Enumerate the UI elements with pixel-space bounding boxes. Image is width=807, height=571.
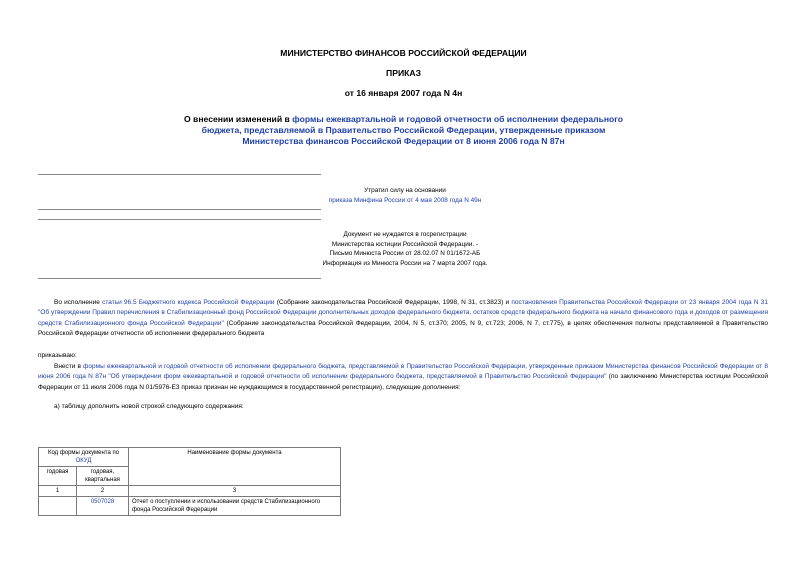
paragraph-amendment <box>38 362 768 393</box>
header-code-text: Код формы документа по <box>47 450 120 456</box>
registration-line-3: Письмо Минюста России от 28.02.07 N 01/1672-АБ <box>329 250 481 258</box>
document-title <box>180 114 627 147</box>
table-row <box>39 497 341 516</box>
column-number-1: 1 <box>39 486 77 497</box>
amendment-text-2: (по заключению Министерства юстиции Российской Федерации от 11 июля 2006 года N 01/5976-ЕЗ приказ признан не нуждающимся в государственной регистрации), следующие дополнения: <box>38 373 768 391</box>
ministry-heading: МИНИСТЕРСТВО ФИНАНСОВ РОССИЙСКОЙ ФЕДЕРАЦИИ <box>280 48 527 58</box>
header-code <box>39 448 129 467</box>
table-numbers-row <box>39 486 341 497</box>
column-number-2: 2 <box>77 486 129 497</box>
preamble-text-3: (Собрание законодательства Российской Федерации, 2004, N 5, ст.370; 2005, N 9, ст.723; 2006, N 7, ст.775), в целях обеспечения полноты представляемой в Правительство Российской Федерации отчетности об исполнении федерального бюджета <box>38 319 768 338</box>
divider <box>38 278 321 279</box>
document-date-number: от 16 января 2007 года N 4н <box>344 88 463 98</box>
forms-table <box>38 447 341 516</box>
government-resolution-link[interactable]: постановления Правительства Российской Федерации от 23 января 2004 года N 31 "Об утверждении Правил перечисления в Стабилизационный фонд Российской Федерации дополнительных доходов федерального бюджета, остатков средств федерального бюджета на начало финансового года и доходов от размещения средств Стабилизационного фонда Российской Федерации" <box>38 299 768 327</box>
header-form-name: Наименование формы документа <box>129 448 341 486</box>
registration-line-4: Информация из Минюста России на 7 марта 2007 года. <box>322 259 488 267</box>
registration-line-2: Министерства юстиции Российской Федерации. - <box>331 240 479 248</box>
budget-code-link[interactable]: статьи 96.5 Бюджетного кодекса Российской Федерации <box>102 299 275 306</box>
title-link[interactable]: формы ежеквартальной и годовой отчетности об исполнении федерального бюджета, представляемой в Правительство Российской Федерации, утвержденные приказом Министерства финансов Российской Федерации от 8 июня 2006 года N 87н <box>201 114 624 146</box>
cell-form-name: Отчет о поступлении и использовании средств Стабилизационного фонда Российской Федерации <box>129 497 341 516</box>
table-header-row <box>39 448 341 467</box>
cell-annual <box>39 497 77 516</box>
paragraph-preamble <box>38 298 768 340</box>
header-annual: годовая <box>39 467 77 486</box>
okud-link[interactable]: ОКУД <box>75 458 92 464</box>
lost-force-text: Утратил силу на основании <box>364 187 446 194</box>
divider <box>38 174 321 175</box>
lost-force-note <box>280 186 530 205</box>
preamble-text-2: (Собрание законодательства Российской Федерации, 1998, N 31, ст.3823) и <box>274 299 512 306</box>
lost-force-link[interactable]: приказа Минфина России от 4 мая 2008 года N 49н <box>328 196 482 204</box>
registration-line-1: Документ не нуждается в госрегистрации <box>343 231 467 238</box>
title-prefix: О внесении изменений в <box>183 114 293 124</box>
divider <box>38 209 321 210</box>
cell-code <box>77 497 129 516</box>
header-annual-quarterly: годовая, квартальная <box>77 467 129 486</box>
registration-note <box>280 230 530 268</box>
orders-word: приказываю: <box>38 352 77 359</box>
document-type: ПРИКАЗ <box>386 68 421 78</box>
column-number-3: 3 <box>129 486 341 497</box>
forms-link[interactable]: формы ежеквартальной и годовой отчетности об исполнении федерального бюджета, представляемой в Правительство Российской Федерации, утвержденные приказом Министерства финансов Российской Федерации от 8 июня 2006 года N 87н "Об утверждении форм ежеквартальной и годовой отчетности об исполнении федерального бюджета, представляемой в Правительство Российской Федерации" <box>38 363 768 381</box>
amendment-text-1: Внести в <box>54 363 84 370</box>
preamble-text-1: Во исполнение <box>54 299 103 306</box>
divider <box>38 219 321 220</box>
item-a: а) таблицу дополнить новой строкой следующего содержания: <box>54 403 244 410</box>
form-code-link[interactable]: 0507028 <box>90 499 115 505</box>
